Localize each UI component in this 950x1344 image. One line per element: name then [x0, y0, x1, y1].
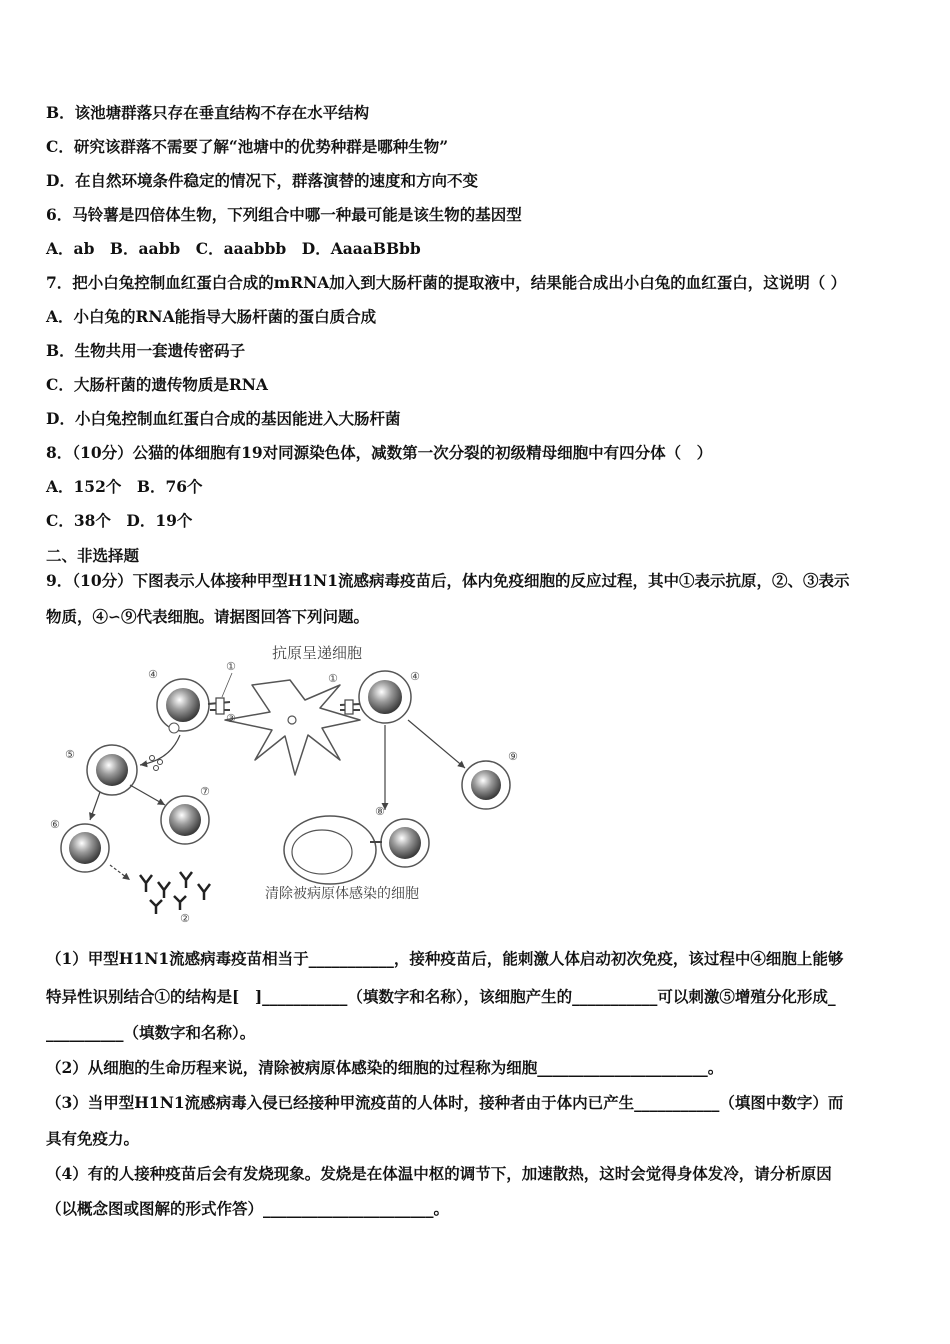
apc-label: 抗原呈递细胞	[272, 644, 363, 662]
option-c-q7: C．大肠杆菌的遗传物质是RNA	[46, 375, 268, 394]
question-9-part1-c: __________（填数字和名称）。	[46, 1023, 256, 1042]
option-d-q7: D．小白兔控制血红蛋白合成的基因能进入大肠杆菌	[46, 409, 401, 428]
question-9-part1-b: 特异性识别结合①的结构是[ ]___________（填数字和名称），该细胞产生的___________可以刺激⑤增殖分化形成_	[46, 987, 836, 1006]
antibodies-2	[140, 872, 210, 914]
option-b-q5: B．该池塘群落只存在垂直结构不存在水平结构	[46, 103, 370, 122]
label-3: ③	[226, 712, 236, 725]
cell-5-nucleus	[96, 754, 128, 786]
arrow-5-to-7	[130, 785, 165, 805]
option-d-q5: D．在自然环境条件稳定的情况下，群落演替的速度和方向不变	[46, 171, 478, 190]
question-9-part1-a: （1）甲型H1N1流感病毒疫苗相当于___________，接种疫苗后，能刺激人体启动初次免疫，该过程中④细胞上能够	[46, 949, 844, 968]
option-c-q5: C．研究该群落不需要了解“池塘中的优势种群是哪种生物”	[46, 137, 449, 156]
label-7: ⑦	[200, 785, 210, 798]
antigen-presenting-cell	[225, 680, 360, 775]
options-q8-cd: C．38个 D．19个	[46, 511, 193, 530]
arrow-5-to-6	[90, 792, 100, 820]
question-9-part4-a: （4）有的人接种疫苗后会有发烧现象。发烧是在体温中枢的调节下，加速散热，这时会觉得身体发冷，请分析原因	[46, 1164, 832, 1183]
antigen-1-left	[216, 698, 224, 714]
apc-nucleus	[288, 716, 296, 724]
option-a-q7: A．小白兔的RNA能指导大肠杆菌的蛋白质合成	[46, 307, 377, 326]
question-9-part4-b: （以概念图或图解的形式作答）______________________。	[46, 1199, 450, 1218]
label-8: ⑧	[375, 805, 385, 818]
question-9-part2: （2）从细胞的生命历程来说，清除被病原体感染的细胞的过程称为细胞______________________。	[46, 1058, 724, 1077]
label-4-left: ④	[148, 668, 158, 681]
cell-4-left-nucleus	[166, 688, 200, 722]
label-1-right: ①	[328, 672, 338, 685]
clear-infected-label: 清除被病原体感染的细胞	[265, 886, 419, 902]
infected-cell-nucleus	[292, 830, 352, 874]
label-1-left: ①	[226, 660, 236, 673]
section-heading: 二、非选择题	[46, 546, 140, 565]
options-q6: A．ab B．aabb C．aaabbb D．AaaaBBbb	[46, 239, 421, 258]
label-5: ⑤	[65, 748, 75, 761]
immune-response-diagram	[40, 640, 540, 930]
cell-4-right-nucleus	[368, 680, 402, 714]
label-9: ⑨	[508, 750, 518, 763]
question-9-part3-b: 具有免疫力。	[46, 1129, 140, 1148]
arrow-6-to-2	[110, 865, 130, 880]
question-7: 7．把小白兔控制血红蛋白合成的mRNA加入到大肠杆菌的提取液中，结果能合成出小白兔的血红蛋白，这说明（ ）	[46, 273, 847, 292]
cell-9-nucleus	[471, 770, 501, 800]
question-6: 6．马铃薯是四倍体生物，下列组合中哪一种最可能是该生物的基因型	[46, 205, 522, 224]
antigen-1-right	[345, 700, 353, 714]
label-4-right: ④	[410, 670, 420, 683]
label-6: ⑥	[50, 818, 60, 831]
cell-6-nucleus	[69, 832, 101, 864]
cell-7-nucleus	[169, 804, 201, 836]
question-9: 9．（10分）下图表示人体接种甲型H1N1流感病毒疫苗后，体内免疫细胞的反应过程，其中①表示抗原，②、③表示	[46, 571, 850, 590]
substance-3-blob	[169, 723, 179, 733]
label-2: ②	[180, 912, 190, 925]
cell-8-nucleus	[389, 827, 421, 859]
question-8: 8．（10分）公猫的体细胞有19对同源染色体，减数第一次分裂的初级精母细胞中有四分体（ ）	[46, 443, 713, 462]
question-9-cont: 物质，④∽⑨代表细胞。请据图回答下列问题。	[46, 607, 369, 626]
options-q8-ab: A．152个 B．76个	[46, 477, 203, 496]
question-9-part3-a: （3）当甲型H1N1流感病毒入侵已经接种甲流疫苗的人体时，接种者由于体内已产生___________（填图中数字）而	[46, 1093, 844, 1112]
option-b-q7: B．生物共用一套遗传密码子	[46, 341, 246, 360]
arrow-4-to-9	[408, 720, 465, 768]
